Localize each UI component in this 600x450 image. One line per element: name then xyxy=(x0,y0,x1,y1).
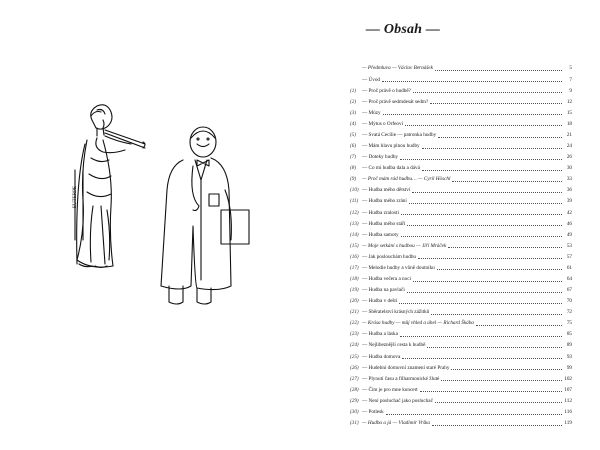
toc-entry xyxy=(350,172,572,183)
toc-entry-title: — Není posluchač jako posluchač xyxy=(362,397,433,404)
toc-entry-title: — Mýtus o Orfeovi xyxy=(362,120,404,127)
dot-leader xyxy=(451,369,562,370)
toc-entry xyxy=(350,94,572,105)
toc-entry xyxy=(350,161,572,172)
dot-leader xyxy=(430,103,562,104)
toc-entry xyxy=(350,72,572,83)
toc-entry xyxy=(350,360,572,371)
toc-entry-number: (5) xyxy=(350,131,357,138)
muse-figure xyxy=(75,105,145,268)
toc-entry-title: — Proč mám rád hudbu… — Cyril Höschl xyxy=(362,176,451,183)
toc-entry-page: 21 xyxy=(566,131,572,138)
toc-entry-number: (22) xyxy=(350,320,359,327)
dot-leader xyxy=(422,170,562,171)
toc-entry-number: (19) xyxy=(350,287,359,294)
toc-entry-number: (8) xyxy=(350,165,357,172)
toc-entry-number: (3) xyxy=(350,109,357,116)
toc-entry-page: 93 xyxy=(566,353,572,360)
toc-entry-page: 112 xyxy=(564,397,572,404)
toc-entry xyxy=(350,249,572,260)
toc-entry-page: 18 xyxy=(566,120,572,127)
toc-entry xyxy=(350,371,572,382)
toc-entry-number: (26) xyxy=(350,364,359,371)
dot-leader xyxy=(435,402,562,403)
toc-entry-page: 107 xyxy=(564,386,572,393)
toc-entry-title: — Múzy xyxy=(362,109,381,116)
toc-entry xyxy=(350,404,572,415)
dot-leader xyxy=(400,159,562,160)
toc-entry-number: (11) xyxy=(350,198,359,205)
toc-entry-title: — Předmluva — Václav Bernášek xyxy=(362,65,433,72)
toc-entry-title: — Mám hlavu plnou hudby xyxy=(362,143,420,150)
dot-leader xyxy=(435,70,562,71)
toc-entry-page: 24 xyxy=(566,143,572,150)
toc-entry-number: (15) xyxy=(350,242,359,249)
toc-entry-title: — Proč právě o hudbě? xyxy=(362,87,411,94)
toc-entry-number: (10) xyxy=(350,187,359,194)
toc-entry-page: 39 xyxy=(566,198,572,205)
muse-and-doctor-drawing-icon xyxy=(45,100,265,320)
toc-entry xyxy=(350,283,572,294)
dot-leader xyxy=(401,236,562,237)
toc-entry-number: (23) xyxy=(350,331,359,338)
dot-leader xyxy=(382,81,562,82)
doctor-figure xyxy=(161,127,249,304)
toc-entry xyxy=(350,205,572,216)
toc-entry-page: 102 xyxy=(564,375,572,382)
toc-entry xyxy=(350,105,572,116)
toc-entry-page: 75 xyxy=(566,320,572,327)
toc-entry-page: 5 xyxy=(569,65,572,72)
toc-entry-number: (24) xyxy=(350,342,359,349)
toc-entry-page: 70 xyxy=(566,298,572,305)
toc-entry-title: — Proč právě sedmdesát sedm? xyxy=(362,98,429,105)
toc-entry-title: — Hudba a já — Vladimír Vrška xyxy=(362,419,430,426)
toc-entry-page: 89 xyxy=(566,342,572,349)
toc-entry-page: 64 xyxy=(566,275,572,282)
toc-entry-title: — Hudba v dešti xyxy=(362,298,398,305)
toc-entry xyxy=(350,338,572,349)
toc-entry-title: — Krása hudby — můj vhled a úhel — Richard Škába xyxy=(362,320,474,327)
toc-entry-title: — Hudba zralosti xyxy=(362,209,399,216)
dot-leader xyxy=(412,192,562,193)
right-page xyxy=(300,0,600,450)
toc-entry-title: — Svatá Cecílie — patronka hudby xyxy=(362,131,437,138)
toc-entry-title: — Hudba mého dětství xyxy=(362,187,411,194)
dot-leader xyxy=(422,148,562,149)
toc-entry xyxy=(350,216,572,227)
toc-entry xyxy=(350,194,572,205)
table-of-contents xyxy=(350,61,572,427)
toc-entry-page: 53 xyxy=(566,242,572,249)
toc-entry-page: 12 xyxy=(566,98,572,105)
toc-entry-number: (12) xyxy=(350,209,359,216)
toc-entry-page: 26 xyxy=(566,154,572,161)
toc-entry-title: — Moje setkání s hudbou — Jiří Mráček xyxy=(362,242,447,249)
dot-leader xyxy=(383,114,562,115)
toc-entry-number: (6) xyxy=(350,143,357,150)
toc-entry xyxy=(350,227,572,238)
toc-entry-number: (9) xyxy=(350,176,357,183)
dot-leader xyxy=(400,336,562,337)
toc-entry-page: 57 xyxy=(566,253,572,260)
toc-entry xyxy=(350,416,572,427)
toc-entry-number: (30) xyxy=(350,408,359,415)
toc-entry-title: — Hudba mého stáří xyxy=(362,220,406,227)
toc-entry-number: (31) xyxy=(350,419,359,426)
dot-leader xyxy=(431,314,562,315)
toc-entry-number: (14) xyxy=(350,231,359,238)
toc-entry-number: (17) xyxy=(350,264,359,271)
toc-entry-page: 33 xyxy=(566,176,572,183)
toc-entry xyxy=(350,183,572,194)
dot-leader xyxy=(399,303,562,304)
toc-entry-page: 116 xyxy=(564,408,572,415)
toc-entry-title: — Čím je pro mne koncert xyxy=(362,386,418,393)
toc-entry-title: — Potlesk xyxy=(362,408,384,415)
toc-entry-page: 9 xyxy=(569,87,572,94)
toc-entry-page: 7 xyxy=(569,76,572,83)
toc-entry-title: — Nejlibeznější cesta k hudbě xyxy=(362,342,426,349)
toc-entry-page: 61 xyxy=(566,264,572,271)
toc-entry xyxy=(350,382,572,393)
dot-leader xyxy=(405,125,562,126)
toc-entry-number: (18) xyxy=(350,275,359,282)
dot-leader xyxy=(407,292,562,293)
toc-entry-title: — Hudební domovní znamení staré Prahy xyxy=(362,364,450,371)
toc-entry-page: 46 xyxy=(566,220,572,227)
toc-entry-number: (1) xyxy=(350,87,357,94)
toc-entry-title: — Hudba domova xyxy=(362,353,401,360)
dot-leader xyxy=(401,214,562,215)
toc-entry xyxy=(350,349,572,360)
toc-entry-number: (27) xyxy=(350,375,359,382)
dot-leader xyxy=(476,325,562,326)
toc-entry xyxy=(350,271,572,282)
toc-entry-page: 49 xyxy=(566,231,572,238)
toc-entry-title: — Hudba a láska xyxy=(362,331,398,338)
toc-entry xyxy=(350,238,572,249)
toc-entry xyxy=(350,150,572,161)
toc-entry-number: (29) xyxy=(350,397,359,404)
toc-entry-number: (16) xyxy=(350,253,359,260)
toc-entry xyxy=(350,260,572,271)
toc-entry-number: (25) xyxy=(350,353,359,360)
dot-leader xyxy=(437,269,562,270)
dot-leader xyxy=(413,92,562,93)
dot-leader xyxy=(413,281,562,282)
toc-entry-page: 85 xyxy=(566,331,572,338)
toc-entry-page: 72 xyxy=(566,309,572,316)
toc-entry xyxy=(350,116,572,127)
toc-entry-page: 15 xyxy=(566,109,572,116)
toc-entry-title: — Sběratelství krásných zážitků xyxy=(362,309,430,316)
toc-entry-number: (28) xyxy=(350,386,359,393)
toc-entry xyxy=(350,393,572,404)
toc-entry xyxy=(350,127,572,138)
toc-entry xyxy=(350,61,572,72)
dot-leader xyxy=(452,181,562,182)
dot-leader xyxy=(409,203,562,204)
toc-entry-page: 36 xyxy=(566,187,572,194)
toc-entry-page: 67 xyxy=(566,287,572,294)
column-inscription: EUTERPE xyxy=(73,186,78,208)
dot-leader xyxy=(402,358,562,359)
toc-entry xyxy=(350,305,572,316)
toc-entry-number: (7) xyxy=(350,154,357,161)
toc-entry-title: — Doteky hudby xyxy=(362,154,399,161)
toc-entry-title: — Úvod xyxy=(362,76,381,83)
dot-leader xyxy=(441,380,562,381)
dot-leader xyxy=(427,347,562,348)
toc-entry-page: 42 xyxy=(566,209,572,216)
toc-entry-title: — Jak poslouchám hudbu xyxy=(362,253,417,260)
toc-entry xyxy=(350,83,572,94)
toc-entry xyxy=(350,294,572,305)
toc-title: — Obsah — xyxy=(365,22,441,37)
toc-entry-number: (2) xyxy=(350,98,357,105)
toc-entry xyxy=(350,327,572,338)
toc-entry-title: — Melodie hudby a vůně doutníku xyxy=(362,264,435,271)
toc-entry-title: — Plynutí času a filharmonické žluté xyxy=(362,375,440,382)
dot-leader xyxy=(420,391,562,392)
dot-leader xyxy=(432,425,562,426)
toc-entry-number: (13) xyxy=(350,220,359,227)
toc-entry xyxy=(350,316,572,327)
toc-entry-page: 99 xyxy=(566,364,572,371)
toc-entry-number: (4) xyxy=(350,120,357,127)
toc-entry-title: — Hudba mého zrání xyxy=(362,198,407,205)
dot-leader xyxy=(407,225,562,226)
toc-entry-title: — Hudba samoty xyxy=(362,231,399,238)
dot-leader xyxy=(418,258,562,259)
toc-entry-page: 119 xyxy=(564,419,572,426)
toc-entry-title: — Hudba na pavlači xyxy=(362,287,405,294)
dot-leader xyxy=(386,414,562,415)
toc-entry-number: (21) xyxy=(350,309,359,316)
toc-entry-number: (20) xyxy=(350,298,359,305)
dot-leader xyxy=(438,137,562,138)
toc-entry-page: 30 xyxy=(566,165,572,172)
toc-entry-title: — Co mi hudba dala a dává xyxy=(362,165,420,172)
dot-leader xyxy=(448,247,562,248)
toc-entry xyxy=(350,139,572,150)
toc-entry-title: — Hudba večera a noci xyxy=(362,275,411,282)
